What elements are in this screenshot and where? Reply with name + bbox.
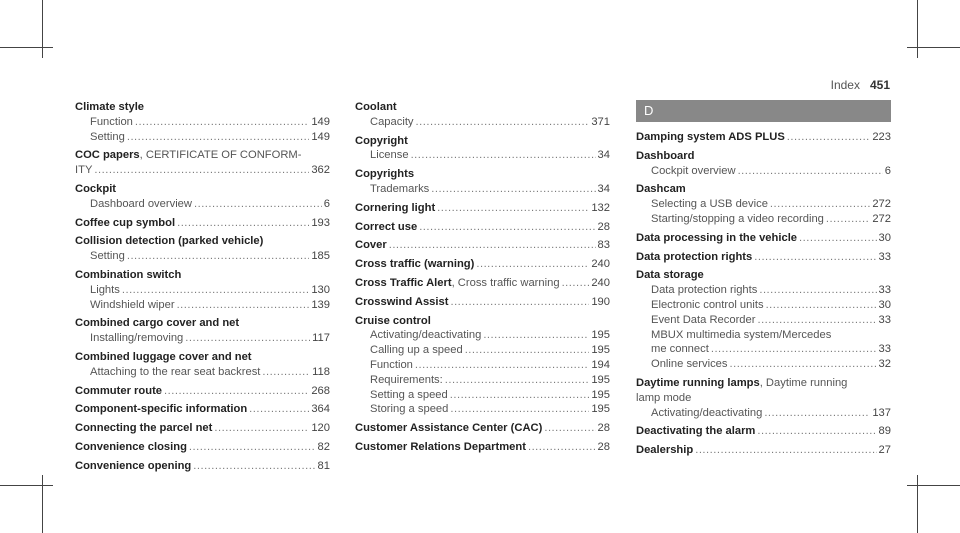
- page-ref[interactable]: 195: [591, 388, 610, 401]
- subentry: [355, 328, 610, 343]
- page-ref[interactable]: 362: [311, 164, 330, 177]
- subentry: [75, 197, 330, 212]
- subentry-text: MBUX multimedia system/Mercedes: [651, 328, 832, 341]
- entry-heading: Combination switch: [75, 268, 182, 281]
- subentry-text: Setting: [90, 130, 125, 143]
- index-entry: [75, 316, 330, 346]
- page-ref[interactable]: 364: [311, 403, 330, 416]
- index-entry: [75, 100, 330, 144]
- entry-heading: Crosswind Assist: [355, 295, 449, 308]
- subentry: [636, 342, 891, 357]
- subentry: [355, 402, 610, 417]
- entry-heading: Commuter route: [75, 384, 163, 397]
- page-ref[interactable]: 34: [597, 149, 610, 162]
- subentry: [636, 357, 891, 372]
- index-column-3: [636, 100, 891, 462]
- index-entry: [636, 231, 891, 246]
- subentry-text: Calling up a speed: [370, 344, 463, 357]
- index-entry: [75, 182, 330, 212]
- crop-mark: [907, 47, 960, 48]
- index-entry: [75, 216, 330, 231]
- page-ref[interactable]: 194: [591, 358, 610, 371]
- page-ref[interactable]: 81: [317, 459, 330, 472]
- entry-heading: Convenience closing: [75, 440, 187, 453]
- entry-heading: Copyrights: [355, 168, 415, 181]
- page-number: 451: [869, 78, 890, 92]
- page-ref[interactable]: 82: [317, 440, 330, 453]
- crop-mark: [917, 475, 918, 533]
- page-ref[interactable]: 193: [311, 216, 330, 229]
- page-ref[interactable]: 28: [597, 422, 610, 435]
- page-ref[interactable]: 149: [311, 130, 330, 143]
- page-ref[interactable]: 149: [311, 115, 330, 128]
- page-ref[interactable]: 33: [878, 284, 891, 297]
- subentry: [636, 197, 891, 212]
- subentry: [355, 182, 610, 197]
- page-ref[interactable]: 195: [591, 344, 610, 357]
- page-ref[interactable]: 30: [878, 298, 891, 311]
- subentry: [75, 331, 330, 346]
- crop-mark: [42, 475, 43, 533]
- page-ref[interactable]: 130: [311, 283, 330, 296]
- subentry: [355, 343, 610, 358]
- index-entry: [75, 350, 330, 380]
- entry-tail: , CERTIFICATE OF CONFORM-: [139, 149, 302, 162]
- index-entry: [636, 443, 891, 458]
- page-ref[interactable]: 83: [597, 239, 610, 252]
- entry-heading: Climate style: [75, 101, 145, 113]
- entry-heading: Cross Traffic Alert: [355, 276, 452, 289]
- page-ref[interactable]: 195: [591, 403, 610, 416]
- page-ref[interactable]: 371: [591, 115, 610, 128]
- subentry-text: Function: [370, 358, 413, 371]
- index-entry: [636, 376, 891, 420]
- page-ref[interactable]: 240: [591, 276, 610, 289]
- page-ref[interactable]: 195: [591, 373, 610, 386]
- entry-heading: Data storage: [636, 269, 704, 282]
- subentry: [355, 148, 610, 163]
- page-ref[interactable]: 33: [878, 343, 891, 356]
- entry-heading: Dashcam: [636, 183, 686, 196]
- page-ref[interactable]: 27: [878, 444, 891, 457]
- subentry: [355, 373, 610, 388]
- subentry-text: License: [370, 149, 409, 162]
- page-ref[interactable]: 33: [878, 250, 891, 263]
- index-column-1: [75, 100, 330, 478]
- page-ref[interactable]: 89: [878, 425, 891, 438]
- subentry: [355, 358, 610, 373]
- page-ref[interactable]: 185: [311, 250, 330, 263]
- subentry-text: Function: [90, 115, 133, 128]
- crop-mark: [42, 0, 43, 58]
- page-ref[interactable]: 28: [597, 440, 610, 453]
- index-entry: [636, 130, 891, 145]
- page-ref[interactable]: 137: [872, 406, 891, 419]
- index-entry: [355, 276, 610, 291]
- crop-mark: [0, 485, 53, 486]
- entry-heading: Daytime running lamps: [636, 376, 760, 389]
- entry-heading: Deactivating the alarm: [636, 425, 756, 438]
- page-ref[interactable]: 32: [878, 358, 891, 371]
- index-entry: [355, 440, 610, 455]
- entry-heading: Data processing in the vehicle: [636, 231, 798, 244]
- subentry-text: Setting: [90, 250, 125, 263]
- entry-tail: , Daytime running: [759, 376, 848, 389]
- page-ref[interactable]: 28: [597, 220, 610, 233]
- entry-heading: Combined cargo cover and net: [75, 317, 240, 330]
- index-entry: [636, 424, 891, 439]
- entry-heading: Cover: [355, 239, 387, 252]
- subentry-text: Electronic control units: [651, 298, 764, 311]
- subentry: [75, 365, 330, 380]
- crop-mark: [0, 47, 53, 48]
- subentry-text: Activating/deactivating: [370, 329, 482, 342]
- page-ref[interactable]: 240: [591, 258, 610, 271]
- page-ref[interactable]: 30: [878, 231, 891, 244]
- subentry-text: Capacity: [370, 115, 414, 128]
- subentry-text: Windshield wiper: [90, 298, 175, 311]
- subentry-text: Starting/stopping a video recording: [651, 212, 824, 225]
- subentry: [75, 130, 330, 145]
- page-header: [831, 78, 890, 92]
- entry-heading: Coffee cup symbol: [75, 216, 176, 229]
- index-entry: [75, 440, 330, 455]
- subentry: [75, 283, 330, 298]
- entry-heading: Coolant: [355, 101, 397, 113]
- entry-heading: Connecting the parcel net: [75, 422, 213, 435]
- crop-mark: [907, 485, 960, 486]
- entry-heading: Damping system ADS PLUS: [636, 131, 785, 143]
- page-ref[interactable]: 120: [311, 422, 330, 435]
- index-entry: [75, 459, 330, 474]
- index-entry: [75, 402, 330, 417]
- subentry: [636, 406, 891, 421]
- index-entry: [75, 148, 330, 178]
- subentry: [75, 249, 330, 264]
- subentry-text: Setting a speed: [370, 388, 448, 401]
- index-entry: [355, 238, 610, 253]
- index-entry: [75, 384, 330, 399]
- subentry-continuation: me connect: [651, 343, 709, 356]
- entry-heading: Collision detection (parked vehicle): [75, 235, 264, 248]
- entry-tail: , Cross traffic warning: [451, 276, 560, 289]
- index-entry: [636, 182, 891, 226]
- page-ref[interactable]: 117: [312, 332, 330, 345]
- page-ref[interactable]: 190: [591, 295, 610, 308]
- subentry: [636, 313, 891, 328]
- index-entry: [355, 134, 610, 164]
- entry-continuation: ITY: [75, 164, 93, 177]
- entry-heading: Dashboard: [636, 149, 695, 162]
- subentry-text: Cockpit overview: [651, 164, 736, 177]
- page-ref[interactable]: 223: [872, 131, 891, 143]
- page-ref[interactable]: 132: [591, 201, 610, 214]
- subentry-text: Installing/removing: [90, 332, 184, 345]
- index-column-2: [355, 100, 610, 459]
- subentry-text: Trademarks: [370, 182, 430, 195]
- subentry: [636, 298, 891, 313]
- index-entry: [75, 234, 330, 264]
- page-ref[interactable]: 33: [878, 313, 891, 326]
- subentry: [636, 212, 891, 227]
- entry-heading: Dealership: [636, 444, 694, 457]
- entry-heading: Correct use: [355, 220, 418, 233]
- subentry-text: Online services: [651, 358, 728, 371]
- index-entry: [355, 220, 610, 235]
- entry-heading: Component-specific information: [75, 403, 248, 416]
- entry-heading: Cruise control: [355, 314, 431, 327]
- page-ref[interactable]: 268: [311, 384, 330, 397]
- section-label: Index: [830, 78, 860, 92]
- subentry-text: Requirements:: [370, 373, 443, 386]
- index-entry: [636, 149, 891, 179]
- index-entry: [75, 421, 330, 436]
- index-entry: [355, 295, 610, 310]
- entry-heading: Cockpit: [75, 182, 117, 195]
- subentry-text: Storing a speed: [370, 403, 449, 416]
- index-entry: [636, 268, 891, 372]
- index-entry: [75, 268, 330, 312]
- page-ref[interactable]: 139: [311, 298, 330, 311]
- subentry-text: Event Data Recorder: [651, 313, 756, 326]
- letter-heading: D: [636, 100, 891, 122]
- index-entry: [636, 250, 891, 265]
- entry-heading: Convenience opening: [75, 459, 192, 472]
- subentry: [355, 388, 610, 403]
- index-entry: [355, 314, 610, 418]
- subentry-text: Dashboard overview: [90, 197, 192, 210]
- page-ref[interactable]: 6: [323, 197, 330, 210]
- subentry: [355, 115, 610, 130]
- entry-heading: Data protection rights: [636, 250, 753, 263]
- page-ref[interactable]: 34: [597, 182, 610, 195]
- subentry: [636, 283, 891, 298]
- subentry: [75, 298, 330, 313]
- subentry: [75, 115, 330, 130]
- subentry: [636, 164, 891, 179]
- entry-heading: Customer Assistance Center (CAC): [355, 422, 543, 435]
- entry-heading: COC papers: [75, 149, 140, 162]
- page-ref[interactable]: 272: [872, 198, 891, 211]
- page-ref[interactable]: 195: [591, 329, 610, 342]
- page-ref[interactable]: 272: [872, 212, 891, 225]
- subentry-text: Lights: [90, 283, 120, 296]
- page-ref[interactable]: 118: [312, 365, 330, 378]
- subentry-text: Data protection rights: [651, 284, 758, 297]
- index-entry: [355, 100, 610, 130]
- index-entry: [355, 167, 610, 197]
- entry-heading: Combined luggage cover and net: [75, 350, 252, 363]
- entry-heading: Copyright: [355, 134, 408, 147]
- subentry-text: Selecting a USB device: [651, 198, 768, 211]
- crop-mark: [917, 0, 918, 58]
- entry-heading: Cross traffic (warning): [355, 258, 475, 271]
- index-entry: [355, 257, 610, 272]
- index-entry: [355, 421, 610, 436]
- subentry-text: Activating/deactivating: [651, 406, 763, 419]
- subentry-text: Attaching to the rear seat backrest: [90, 365, 261, 378]
- page-ref[interactable]: 6: [884, 164, 891, 177]
- entry-continuation: lamp mode: [636, 391, 692, 404]
- entry-heading: Customer Relations Department: [355, 440, 526, 453]
- index-entry: [355, 201, 610, 216]
- entry-heading: Cornering light: [355, 201, 436, 214]
